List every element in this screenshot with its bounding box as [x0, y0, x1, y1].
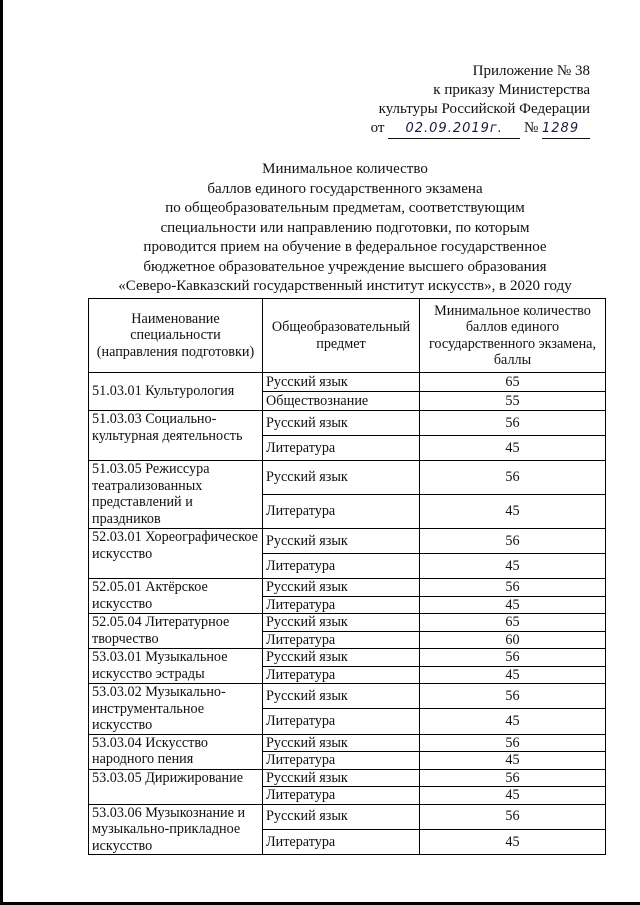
header-specialty: Наименование специальности (направления подготовки): [89, 299, 263, 373]
table-row: [89, 649, 606, 667]
subject-cell: Русский язык: [263, 649, 420, 667]
score-cell: 65: [420, 373, 606, 392]
subject-cell: Литература: [263, 666, 420, 684]
score-cell: 45: [420, 787, 606, 805]
score-cell: 45: [420, 436, 606, 461]
appendix-order-ref: к приказу Министерства: [433, 82, 590, 98]
appendix-ministry: культуры Российской Федерации: [378, 101, 590, 117]
appendix-date-line: [371, 119, 590, 139]
number-label: №: [523, 120, 539, 136]
score-cell: 56: [420, 649, 606, 667]
specialty-cell: 52.03.01 Хореографическое искусство: [89, 529, 263, 579]
specialty-cell: 51.03.05 Режиссура театрализованных представлений и праздников: [89, 461, 263, 529]
subject-cell: Русский язык: [263, 614, 420, 632]
title-line: по общеобразовательным предметам, соответствующим: [165, 200, 525, 216]
specialty-cell: 53.03.01 Музыкальное искусство эстрады: [89, 649, 263, 684]
specialty-cell: 53.03.04 Искусство народного пения: [89, 734, 263, 769]
specialty-cell: 51.03.01 Культурология: [89, 373, 263, 411]
subject-cell: Русский язык: [263, 461, 420, 495]
specialty-cell: 52.05.01 Актёрское искусство: [89, 579, 263, 614]
document-title: [95, 160, 595, 297]
table-row: [89, 734, 606, 752]
score-cell: 56: [420, 461, 606, 495]
title-line: бюджетное образовательное учреждение высшего образования: [143, 258, 547, 275]
subject-cell: Литература: [263, 495, 420, 529]
table-row: [89, 684, 606, 709]
from-label: от: [370, 120, 385, 136]
table-header-row: [89, 299, 606, 373]
title-line: специальности или направлению подготовки, по которым: [160, 219, 530, 236]
title-line: баллов единого государственного экзамена: [207, 180, 483, 197]
score-cell: 56: [420, 529, 606, 554]
table-row: [89, 804, 606, 829]
score-cell: 45: [420, 495, 606, 529]
order-number: 1289: [542, 119, 590, 139]
table-row: [89, 769, 606, 787]
table-row: [89, 529, 606, 554]
subject-cell: Литература: [263, 436, 420, 461]
table-row: [89, 579, 606, 597]
subject-cell: Литература: [263, 554, 420, 579]
subject-cell: Русский язык: [263, 529, 420, 554]
header-min-score: Минимальное количество баллов единого государственного экзамена, баллы: [420, 299, 606, 373]
specialty-cell: 53.03.02 Музыкально-инструментальное искусство: [89, 684, 263, 735]
score-cell: 45: [420, 829, 606, 854]
subject-cell: Русский язык: [263, 373, 420, 392]
subject-cell: Русский язык: [263, 804, 420, 829]
score-cell: 45: [420, 666, 606, 684]
subject-cell: Русский язык: [263, 411, 420, 436]
subject-cell: Литература: [263, 752, 420, 770]
title-line: Минимальное количество: [262, 161, 428, 177]
score-cell: 45: [420, 596, 606, 614]
score-cell: 56: [420, 684, 606, 709]
specialty-cell: 51.03.03 Социально-культурная деятельность: [89, 411, 263, 461]
score-cell: 60: [420, 631, 606, 649]
score-cell: 45: [420, 752, 606, 770]
order-date: 02.09.2019г.: [388, 119, 520, 139]
score-cell: 56: [420, 769, 606, 787]
header-subject: Общеобразовательный предмет: [263, 299, 420, 373]
subject-cell: Литература: [263, 596, 420, 614]
appendix-header: [371, 62, 590, 139]
score-cell: 56: [420, 804, 606, 829]
scores-table: [88, 298, 606, 855]
table-row: [89, 373, 606, 392]
title-line: «Северо-Кавказский государственный институт искусств», в 2020 году: [118, 278, 572, 294]
subject-cell: Русский язык: [263, 579, 420, 597]
score-cell: 65: [420, 614, 606, 632]
title-line: проводится прием на обучение в федеральное государственное: [143, 239, 547, 255]
specialty-cell: 53.03.06 Музыкознание и музыкально-прикладное искусство: [89, 804, 263, 855]
appendix-number: Приложение № 38: [472, 63, 590, 79]
subject-cell: Литература: [263, 709, 420, 734]
score-cell: 55: [420, 392, 606, 411]
subject-cell: Русский язык: [263, 769, 420, 787]
subject-cell: Обществознание: [263, 392, 420, 411]
subject-cell: Русский язык: [263, 684, 420, 709]
score-cell: 56: [420, 411, 606, 436]
subject-cell: Литература: [263, 631, 420, 649]
specialty-cell: 53.03.05 Дирижирование: [89, 769, 263, 804]
subject-cell: Литература: [263, 787, 420, 805]
subject-cell: Русский язык: [263, 734, 420, 752]
score-cell: 45: [420, 554, 606, 579]
table-row: [89, 614, 606, 632]
table-row: [89, 461, 606, 495]
score-cell: 45: [420, 709, 606, 734]
score-cell: 56: [420, 579, 606, 597]
subject-cell: Литература: [263, 829, 420, 854]
table-row: [89, 411, 606, 436]
score-cell: 56: [420, 734, 606, 752]
specialty-cell: 52.05.04 Литературное творчество: [89, 614, 263, 649]
